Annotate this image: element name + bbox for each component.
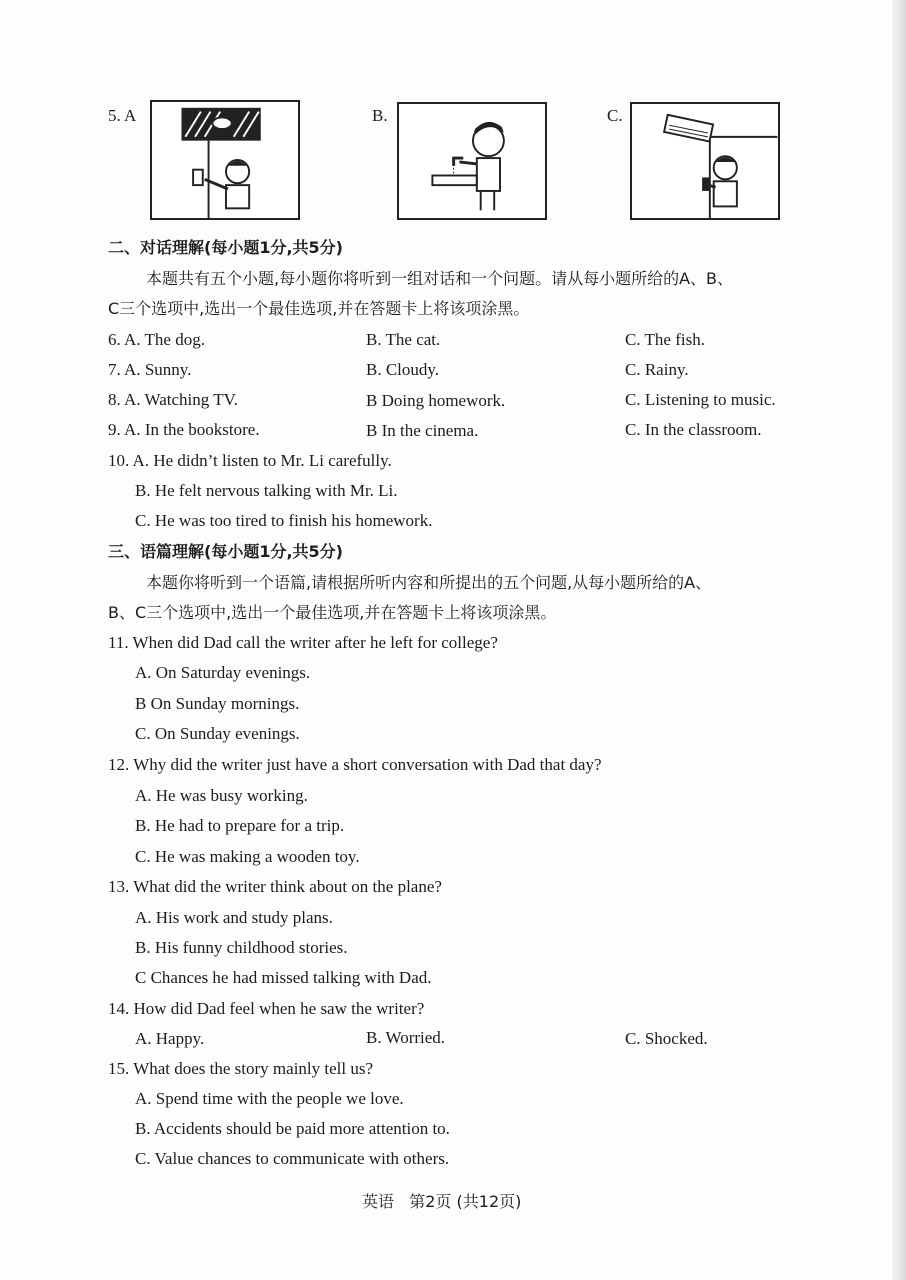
q13-stem: 13. What did the writer think about on the plane? (108, 877, 442, 896)
picture-c-label: C. (607, 106, 623, 125)
q12-option-b: B. He had to prepare for a trip. (135, 816, 345, 835)
q14-option-b: B. Worried. (366, 1028, 446, 1047)
q7-option-c: C. Rainy. (625, 360, 689, 379)
q6-option-b: B. The cat. (366, 330, 441, 349)
q9-option-b: B In the cinema. (366, 421, 479, 440)
q8-option-b: B Doing homework. (366, 391, 506, 410)
q15-option-b: B. Accidents should be paid more attention to. (135, 1119, 450, 1138)
q11-option-c: C. On Sunday evenings. (135, 724, 300, 743)
q5-label-a: 5. A (108, 106, 137, 125)
q12-option-c: C. He was making a wooden toy. (135, 847, 360, 866)
q11-stem: 11. When did Dad call the writer after he left for college? (108, 633, 498, 652)
section-2-instructions-line1: 本题共有五个小题,每小题你将听到一组对话和一个问题。请从每小题所给的A、B、 (146, 269, 734, 288)
picture-b-label: B. (372, 106, 388, 125)
q9-option-c: C. In the classroom. (625, 420, 762, 439)
q13-option-c: C Chances he had missed talking with Dad. (135, 968, 432, 987)
q13-option-a: A. His work and study plans. (135, 908, 333, 927)
q14-option-a: A. Happy. (135, 1029, 205, 1048)
picture-c-air-conditioner (630, 102, 780, 220)
picture-b-water-tap (397, 102, 547, 220)
q14-stem: 14. How did Dad feel when he saw the writer? (108, 999, 425, 1018)
q11-option-b: B On Sunday mornings. (135, 694, 300, 713)
picture-a-light-switch (150, 100, 300, 220)
page-edge-shadow (892, 0, 906, 1280)
q9-option-a: 9. A. In the bookstore. (108, 420, 260, 439)
q12-stem: 12. Why did the writer just have a short conversation with Dad that day? (108, 755, 602, 774)
q10-option-c: C. He was too tired to finish his homework. (135, 511, 433, 530)
section-3-heading: 三、语篇理解(每小题1分,共5分) (108, 542, 343, 561)
q10-option-a: 10. A. He didn’t listen to Mr. Li carefully. (108, 451, 392, 470)
q15-option-a: A. Spend time with the people we love. (135, 1089, 404, 1108)
q13-option-b: B. His funny childhood stories. (135, 938, 348, 957)
q6-option-a: 6. A. The dog. (108, 330, 205, 349)
q10-option-b: B. He felt nervous talking with Mr. Li. (135, 481, 398, 500)
q11-option-a: A. On Saturday evenings. (135, 663, 311, 682)
q8-option-a: 8. A. Watching TV. (108, 390, 238, 409)
q8-option-c: C. Listening to music. (625, 390, 776, 409)
section-3-instructions-line1: 本题你将听到一个语篇,请根据所听内容和所提出的五个问题,从每小题所给的A、 (146, 573, 712, 592)
section-3-instructions-line2: B、C三个选项中,选出一个最佳选项,并在答题卡上将该项涂黑。 (108, 603, 557, 622)
q12-option-a: A. He was busy working. (135, 786, 308, 805)
section-2-heading: 二、对话理解(每小题1分,共5分) (108, 238, 343, 257)
q6-option-c: C. The fish. (625, 330, 705, 349)
q15-option-c: C. Value chances to communicate with others. (135, 1149, 450, 1168)
q7-option-a: 7. A. Sunny. (108, 360, 192, 379)
section-2-instructions-line2: C三个选项中,选出一个最佳选项,并在答题卡上将该项涂黑。 (108, 299, 530, 318)
q15-stem: 15. What does the story mainly tell us? (108, 1059, 374, 1078)
page-footer: 英语 第2页 (共12页) (362, 1192, 522, 1211)
q14-option-c: C. Shocked. (625, 1029, 708, 1048)
q7-option-b: B. Cloudy. (366, 360, 440, 379)
